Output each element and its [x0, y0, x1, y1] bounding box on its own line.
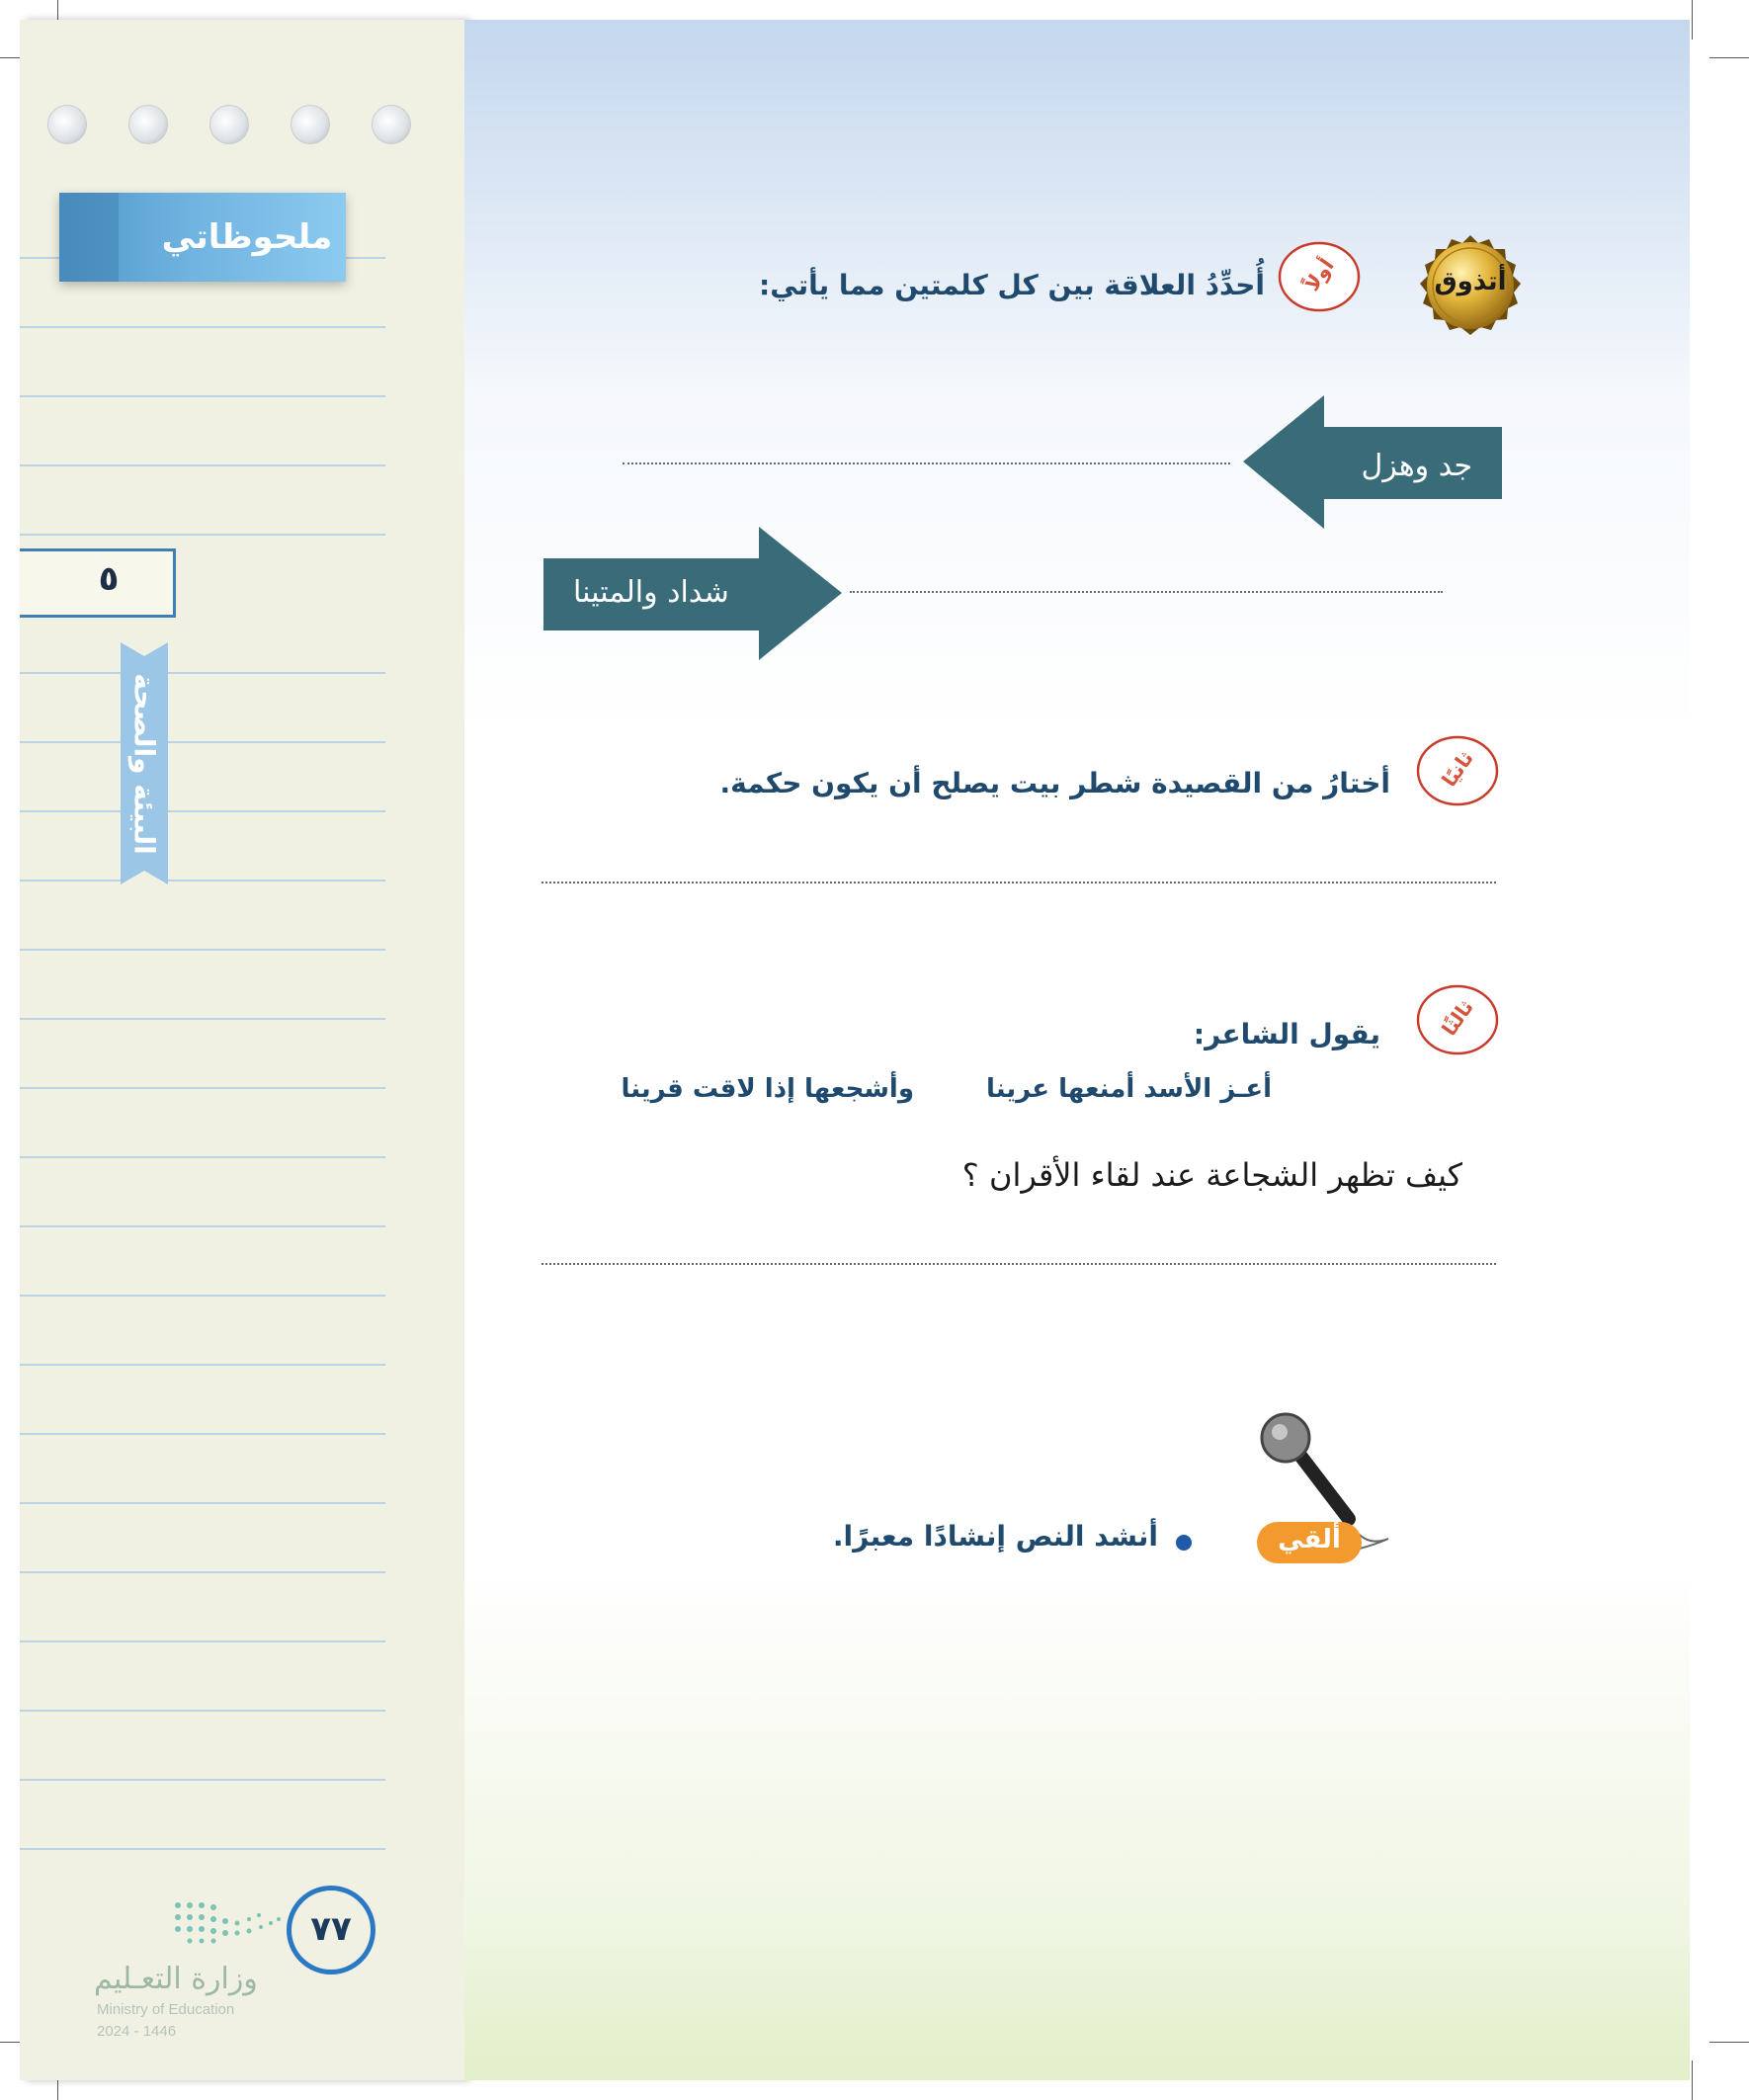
ministry-name-arabic: وزارة التعـليم — [94, 1962, 258, 1996]
answer-line — [541, 1263, 1496, 1265]
section-badge-label: أتذوق — [1434, 267, 1507, 296]
note-line — [20, 534, 385, 536]
unit-title-ribbon — [121, 642, 168, 884]
note-line — [20, 1848, 385, 1850]
question3-prompt: كيف تظهر الشجاعة عند لقاء الأقران ؟ — [961, 1156, 1462, 1194]
note-line — [20, 1295, 385, 1297]
question2-text: أختارُ من القصيدة شطر بيت يصلح أن يكون حكمة. — [719, 767, 1390, 799]
note-line — [20, 1502, 385, 1504]
verse-second-hemistich: وأشجعها إذا لاقت قرينا — [621, 1074, 914, 1104]
note-line — [20, 464, 385, 466]
answer-line — [541, 882, 1496, 883]
word-pair-2: شداد والمتينا — [573, 575, 729, 610]
binder-hole — [128, 105, 168, 144]
note-line — [20, 949, 385, 951]
note-line — [20, 1433, 385, 1435]
unit-title: البيئة والصحة — [127, 672, 161, 855]
unit-number: ٥ — [98, 559, 120, 599]
question1-text: أُحدِّدُ العلاقة بين كل كلمتين مما يأتي: — [759, 269, 1265, 301]
recite-badge-label: ألقي — [1278, 1525, 1341, 1554]
note-line — [20, 810, 385, 812]
note-line — [20, 326, 385, 328]
ministry-logo-icon — [168, 1895, 296, 1950]
note-line — [20, 1640, 385, 1642]
question1-ordinal: أولاً — [1299, 254, 1339, 295]
crop-mark — [1692, 2060, 1693, 2100]
recite-instruction: أنشد النص إنشادًا معبرًا. — [832, 1520, 1158, 1553]
verse-first-hemistich: أعـز الأسد أمنعها عرينا — [985, 1074, 1272, 1104]
crop-mark — [1709, 2042, 1749, 2043]
answer-line — [623, 462, 1230, 464]
page-number: ٧٧ — [310, 1909, 352, 1949]
note-line — [20, 1779, 385, 1781]
ministry-name-english: Ministry of Education — [97, 2001, 235, 2018]
notes-title: ملحوظاتي — [161, 217, 333, 257]
notes-title-tab-shade — [59, 193, 119, 282]
note-line — [20, 672, 385, 674]
note-line — [20, 880, 385, 882]
crop-mark — [1709, 57, 1749, 58]
note-line — [20, 1087, 385, 1089]
note-line — [20, 1018, 385, 1020]
word-pair-1: جد وهزل — [1361, 449, 1472, 483]
notes-sidebar — [20, 20, 464, 2080]
note-line — [20, 1156, 385, 1158]
question3-ordinal: ثالثًا — [1437, 995, 1478, 1041]
bullet-icon — [1176, 1535, 1192, 1551]
crop-mark — [1692, 0, 1693, 40]
binder-hole — [47, 105, 87, 144]
note-line — [20, 1225, 385, 1227]
note-line — [20, 1710, 385, 1712]
binder-hole — [372, 105, 411, 144]
answer-line — [850, 591, 1443, 593]
note-line — [20, 395, 385, 397]
question3-intro: يقول الشاعر: — [1193, 1018, 1380, 1050]
note-line — [20, 741, 385, 743]
binder-hole — [209, 105, 249, 144]
binder-hole — [291, 105, 330, 144]
question2-ordinal: ثانيًا — [1437, 746, 1478, 792]
note-line — [20, 1571, 385, 1573]
ministry-year: 2024 - 1446 — [97, 2023, 177, 2040]
note-line — [20, 1364, 385, 1366]
